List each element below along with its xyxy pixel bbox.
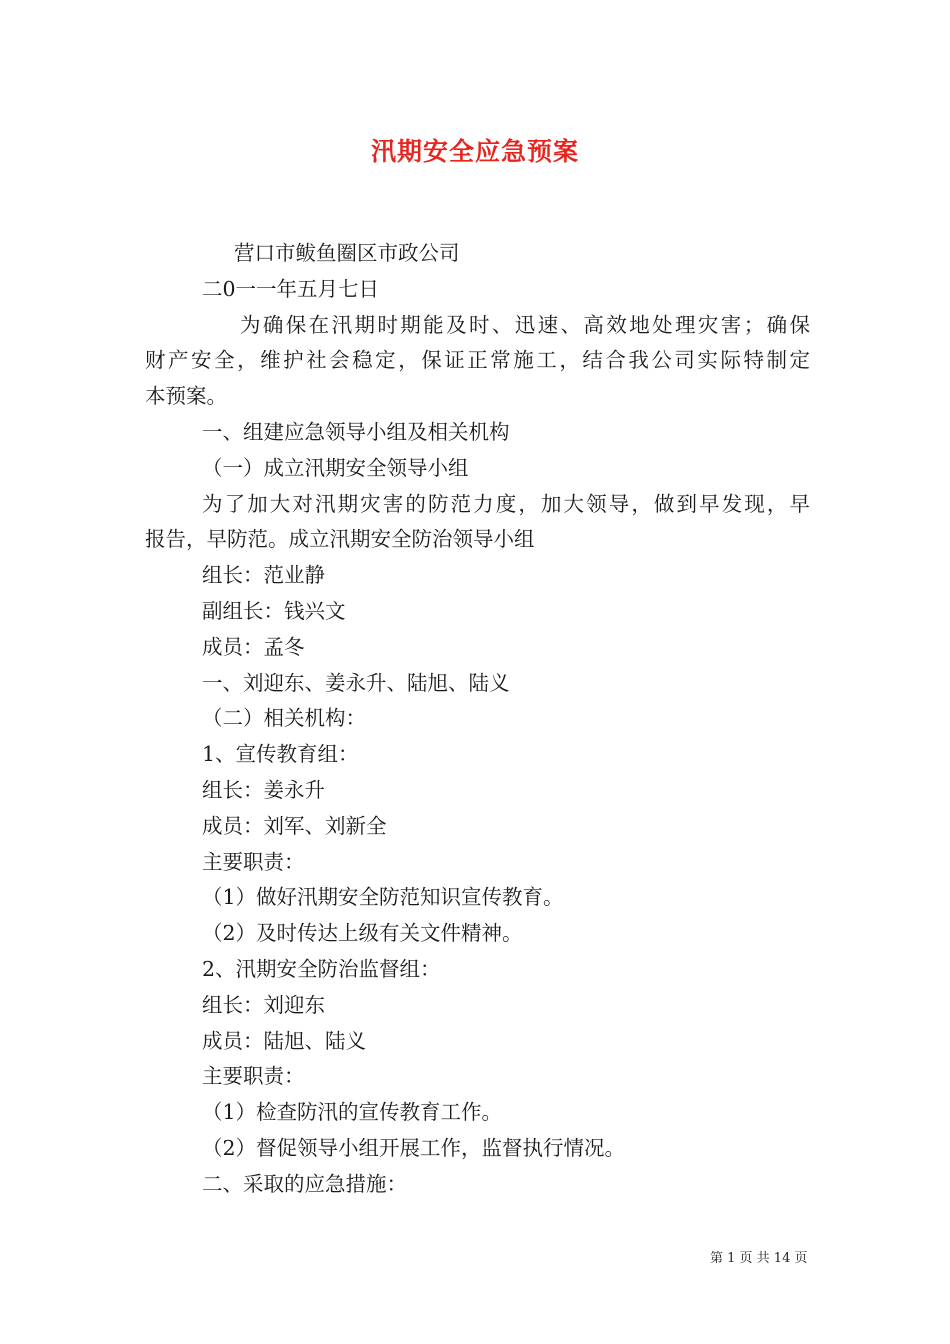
- group2-leader: 组长：刘迎东: [202, 992, 325, 1017]
- deputy-leader-line: 副组长：钱兴文: [202, 598, 346, 623]
- group2-members: 成员：陆旭、陆义: [202, 1028, 366, 1053]
- organization-name: 营口市鲅鱼圈区市政公司: [234, 241, 460, 265]
- leader-line: 组长：范业静: [202, 563, 325, 588]
- section1-para-line-1: 为了加大对汛期灾害的防范力度，加大领导，做到早发现，早: [202, 491, 810, 516]
- group2-duty-1: （1）检查防汛的宣传教育工作。: [202, 1100, 503, 1125]
- group1-duty-2: （2）及时传达上级有关文件精神。: [202, 921, 523, 946]
- intro-line-2: 财产安全，维护社会稳定，保证正常施工，结合我公司实际特制定: [145, 348, 810, 373]
- group1-members: 成员：刘军、刘新全: [202, 813, 387, 838]
- group1-leader: 组长：姜永升: [202, 777, 325, 802]
- intro-line-1: 为确保在汛期时期能及时、迅速、高效地处理灾害；确保: [240, 312, 810, 337]
- group1-duty-1: （1）做好汛期安全防范知识宣传教育。: [202, 885, 564, 910]
- section1-para-line-2: 报告，早防范。成立汛期安全防治领导小组: [145, 527, 535, 552]
- subsection-heading-2: （二）相关机构：: [202, 706, 366, 731]
- group1-duties-label: 主要职责：: [202, 849, 305, 874]
- document-date: 二0一一年五月七日: [202, 276, 380, 301]
- members-continuation-line: 一、刘迎东、姜永升、陆旭、陆义: [202, 670, 510, 695]
- group1-title: 1、宣传教育组：: [202, 742, 359, 767]
- document-title: 汛期安全应急预案: [370, 137, 579, 166]
- section-heading-1: 一、组建应急领导小组及相关机构: [202, 419, 510, 444]
- group2-duties-label: 主要职责：: [202, 1064, 305, 1089]
- group2-duty-2: （2）督促领导小组开展工作，监督执行情况。: [202, 1135, 626, 1160]
- page-number-footer: 第 1 页 共 14 页: [710, 1251, 808, 1266]
- members-line: 成员：孟冬: [202, 634, 305, 659]
- document-body: [145, 236, 810, 1203]
- section-heading-2: 二、采取的应急措施：: [202, 1171, 407, 1196]
- subsection-heading-1: （一）成立汛期安全领导小组: [202, 455, 469, 480]
- group2-title: 2、汛期安全防治监督组：: [202, 956, 441, 981]
- intro-line-3: 本预案。: [145, 384, 227, 409]
